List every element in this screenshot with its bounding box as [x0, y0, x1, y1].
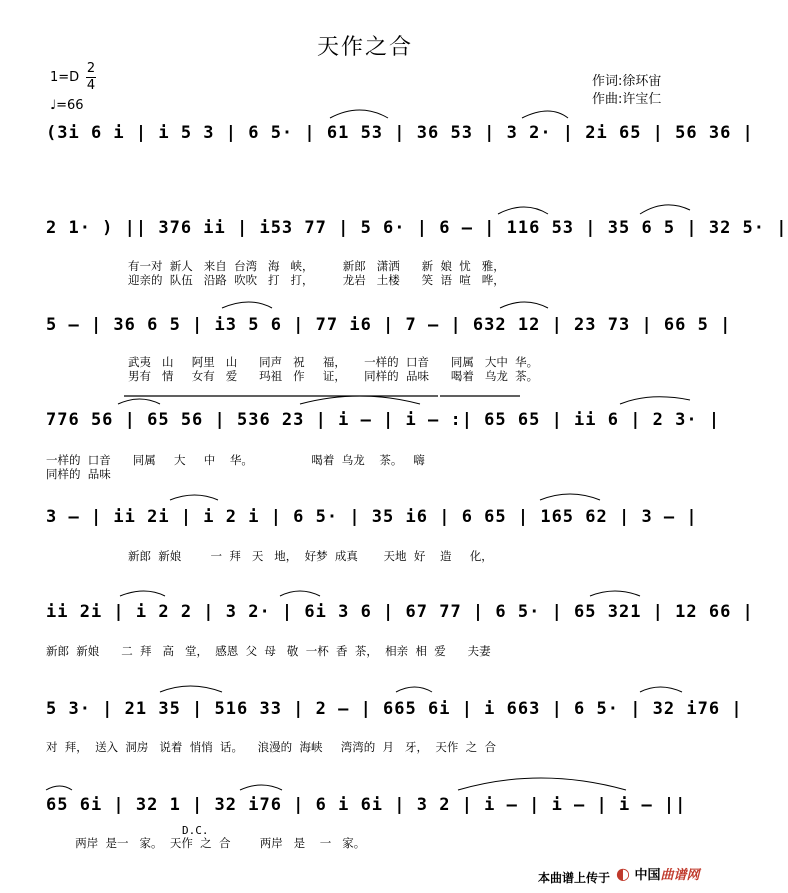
slur: [300, 396, 420, 404]
lyric-line: 男有 情 女有 爱 玛祖 作 证， 同样的 品味 喝着 乌龙 茶。: [128, 369, 539, 383]
slur: [330, 110, 388, 118]
key-signature: [50, 70, 79, 85]
slur: [120, 591, 165, 596]
score-system-8: 65 6i | 32 1 | 32 i76 | 6 i 6i | 3 2 | i – | i – | i – ||: [46, 795, 687, 815]
lyric-line: 新郎 新娘 一 拜 天 地， 好梦 成真 天地 好 造 化，: [128, 549, 493, 563]
logo-mark-icon: ◐: [616, 864, 630, 883]
lyric-line: 有一对 新人 来自 台湾 海 峡， 新郎 潇洒 新 娘 忧 雅，: [128, 259, 505, 273]
slur: [590, 591, 640, 596]
slur: [458, 778, 626, 790]
tempo-marking: ♩=66: [50, 98, 84, 113]
slur: [118, 399, 160, 404]
slur: [170, 495, 218, 500]
slur: [640, 687, 682, 692]
slur: [160, 686, 222, 692]
site-logo[interactable]: [616, 864, 700, 883]
slur: [280, 591, 320, 596]
lyric-line: 同样的 品味: [46, 467, 111, 481]
lyric-line: 一样的 口音 同属 大 中 华。 喝着 乌龙 茶。 嗨: [46, 453, 425, 467]
score-system-7: 5 3· | 21 35 | 516 33 | 2 – | 665 6i | i 663 | 6 5· | 32 i76 |: [46, 699, 743, 719]
footer-upload-text: 本曲谱上传于: [538, 871, 611, 885]
slur: [46, 786, 72, 790]
lyric-line: 对 拜， 送入 洞房 说着 悄悄 话。 浪漫的 海峡 湾湾的 月 牙， 天作 之 合: [46, 740, 496, 754]
lyric-line: 武夷 山 阿里 山 同声 祝 福， 一样的 口音 同属 大中 华。: [128, 355, 539, 369]
slur: [540, 494, 600, 500]
logo-text: 中国: [634, 868, 661, 883]
slur: [640, 205, 690, 214]
time-signature-top: 2: [86, 61, 96, 76]
slur: [500, 302, 548, 308]
lyric-line: 两岸 是一 家。 天作 之 合 两岸 是 一 家。: [46, 836, 366, 850]
score-system-4: 776 56 | 65 56 | 536 23 | i – | i – :| 65 65 | ii 6 | 2 3· |: [46, 410, 721, 430]
composer-credit: 作曲:许宝仁: [592, 92, 662, 107]
lyricist-credit: 作词:徐环宙: [592, 74, 662, 89]
time-signature: [86, 62, 96, 93]
slur: [222, 302, 272, 308]
key-label: 1=D: [50, 70, 80, 85]
score-system-3: 5 – | 36 6 5 | i3 5 6 | 77 i6 | 7 – | 632 12 | 23 73 | 66 5 |: [46, 315, 732, 335]
slur: [396, 687, 432, 692]
slur: [522, 111, 568, 118]
dc-marking: D.C.: [182, 824, 209, 837]
score-system-2: 2 1· ) || 376 ii | i53 77 | 5 6· | 6 – | 116 53 | 35 6 5 | 32 5· |: [46, 218, 788, 238]
slur: [240, 785, 282, 790]
logo-brand: 曲谱网: [660, 868, 700, 883]
score-system-6: ii 2i | i 2 2 | 3 2· | 6i 3 6 | 67 77 | 6 5· | 65 321 | 12 66 |: [46, 602, 754, 622]
lyric-line: 迎亲的 队伍 沿路 吹吹 打 打， 龙岩 土楼 笑 语 喧 哗，: [128, 273, 505, 287]
slur: [620, 397, 690, 404]
slur: [498, 207, 548, 214]
score-title: 天作之合: [316, 35, 413, 60]
score-system-5: 3 – | ii 2i | i 2 i | 6 5· | 35 i6 | 6 65 | 165 62 | 3 – |: [46, 507, 698, 527]
lyric-line: 新郎 新娘 二 拜 高 堂， 感恩 父 母 敬 一杯 香 茶， 相亲 相 爱 夫妻: [46, 644, 491, 658]
score-system-1: (3i 6 i | i 5 3 | 6 5· | 61 53 | 36 53 | 3 2· | 2i 65 | 56 36 |: [46, 123, 754, 143]
time-signature-bottom: 4: [86, 78, 96, 93]
